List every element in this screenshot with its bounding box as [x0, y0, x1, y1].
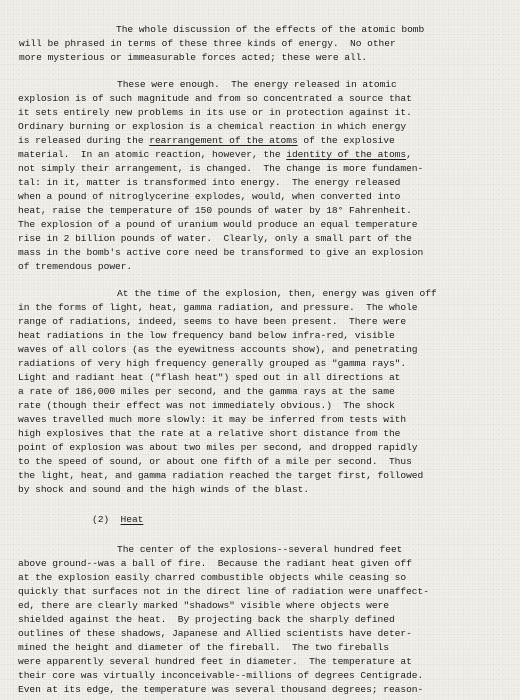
- text-line: tal: in it, matter is transformed into energy. The energy released: [18, 177, 401, 188]
- text-line: outlines of these shadows, Japanese and Allied scientists have deter-: [18, 628, 412, 639]
- text-line: explosion is of such magnitude and from so concentrated a source that: [18, 93, 412, 104]
- underlined-phrase: identity of the atoms: [286, 149, 407, 160]
- text-segment: is released during the rearrangement of the atoms of the explosive: [18, 135, 395, 146]
- text-line: The whole discussion of the effects of the atomic bomb: [116, 24, 425, 35]
- text-line: a rate of 186,000 miles per second, and the gamma rays at the same: [18, 386, 395, 397]
- text-line: of tremendous power.: [18, 261, 133, 272]
- text-line: to the speed of sound, or about one fifth of a mile per second. Thus: [18, 456, 412, 467]
- text-line: mass in the bomb's active core need be transformed to give an explosion: [18, 247, 424, 258]
- underlined-phrase: rearrangement of the atoms: [149, 135, 298, 146]
- text-line: These were enough. The energy released in atomic: [117, 79, 397, 90]
- text-line: quickly that surfaces not in the direct line of radiation were unaffect-: [18, 586, 429, 597]
- underlined-text-line: [18, 149, 412, 161]
- text-line: mined the height and diameter of the fireball. The two fireballs: [18, 642, 389, 653]
- text-line: ed, there are clearly marked "shadows" visible where objects were: [18, 600, 389, 611]
- text-line: in the forms of light, heat, gamma radiation, and pressure. The whole: [18, 302, 418, 313]
- text-line: Light and radiant heat ("flash heat") sped out in all directions at: [18, 372, 401, 383]
- text-line: above ground--was a ball of fire. Because the radiant heat given off: [18, 558, 412, 569]
- text-line: The center of the explosions--several hundred feet: [117, 544, 403, 555]
- text-line: at the explosion easily charred combustible objects while ceasing so: [18, 572, 407, 583]
- text-line: point of explosion was about two miles per second, and dropped rapidly: [18, 442, 418, 453]
- text-line: will be phrased in terms of these three kinds of energy. No other: [19, 38, 396, 49]
- text-line: range of radiations, indeed, seems to have been present. There were: [18, 316, 407, 327]
- text-line: rate (though their effect was not immediately obvious.) The shock: [18, 400, 395, 411]
- text-line: the light, heat, and gamma radiation reached the target first, followed: [18, 470, 424, 481]
- text-line: At the time of the explosion, then, energy was given off: [117, 288, 437, 299]
- underlined-phrase: Heat: [120, 514, 144, 525]
- text-line: Even at its edge, the temperature was several thousand degrees; reason-: [18, 684, 424, 695]
- underlined-text-line: [18, 135, 395, 147]
- text-line: it sets entirely new problems in its use or in protection against it.: [18, 107, 412, 118]
- text-line: Ordinary burning or explosion is a chemical reaction in which energy: [18, 121, 407, 132]
- text-line: more mysterious or immeasurable forces acted; these were all.: [19, 52, 368, 63]
- text-line: heat radiations in the low frequency band below infra-red, visible: [18, 330, 395, 341]
- text-line: were apparently several hundred feet in diameter. The temperature at: [18, 656, 412, 667]
- section-heading: (2) Heat: [92, 514, 144, 525]
- text-line: radiations of very high frequency generally grouped as "gamma rays".: [18, 358, 407, 369]
- text-line: their core was virtually inconceivable--millions of degrees Centigrade.: [18, 670, 424, 681]
- text-line: rise in 2 billion pounds of water. Clearly, only a small part of the: [18, 233, 412, 244]
- text-line: by shock and sound and the high winds of the blast.: [18, 484, 310, 495]
- text-line: heat, raise the temperature of 150 pounds of water by 18° Fahrenheit.: [18, 205, 412, 216]
- text-line: waves of all colors (as the eyewitness accounts show), and penetrating: [18, 344, 418, 355]
- text-line: when a pound of nitroglycerine explodes, would, when converted into: [18, 191, 401, 202]
- text-line: shielded against the heat. By projecting back the sharply defined: [18, 614, 395, 625]
- text-segment: material. In an atomic reaction, however, the identity of the atoms,: [18, 149, 412, 160]
- text-line: high explosives that the rate at a relative short distance from the: [18, 428, 401, 439]
- text-line: not simply their arrangement, is changed. The change is more fundamen-: [18, 163, 424, 174]
- text-line: The explosion of a pound of uranium would produce an equal temperature: [18, 219, 418, 230]
- text-line: waves travelled much more slowly: it may be inferred from tests with: [18, 414, 407, 425]
